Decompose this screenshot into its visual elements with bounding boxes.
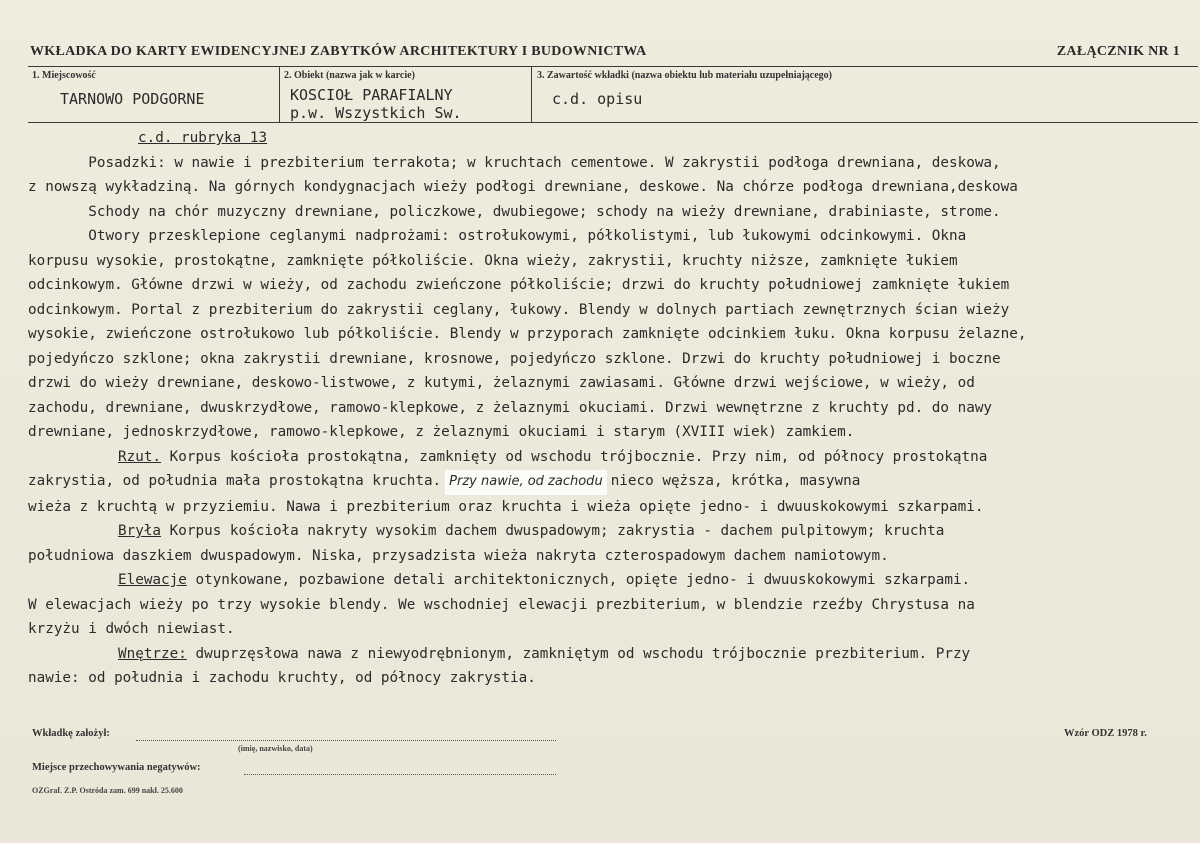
section-label-rzut: Rzut.: [118, 448, 162, 465]
text-line: krzyżu i dwóch niewiast.: [28, 621, 235, 637]
made-by-label: Wkładkę założył:: [32, 728, 110, 739]
text-line: pojedyńczo szklone; okna zakrystii drewniane, krosnowe, pojedyńczo szklone. Drzwi do kruchty południowej i boczne: [28, 350, 1001, 367]
annex-number: ZAŁĄCZNIK NR 1: [1056, 44, 1180, 59]
header-rule: [28, 66, 1198, 67]
storage-line: [244, 774, 556, 775]
storage-label: Miejsce przechowywania negatywów:: [32, 762, 201, 773]
print-info: OZGraf. Z.P. Ostróda zam. 699 nakł. 25.600: [32, 786, 183, 795]
text-line: Otwory przesklepione ceglanymi nadprożami: ostrołukowymi, półkolistymi, lub łukowymi odcinkowymi. Okna: [28, 228, 967, 244]
text-line: W elewacjach wieży po trzy wysokie blendy. We wschodniej elewacji prezbiterium, w blendzie rzeźby Chrystusa na: [28, 596, 975, 613]
card-title: WKŁADKA DO KARTY EWIDENCYJNEJ ZABYTKÓW ARCHITEKTURY I BUDOWNICTWA: [30, 44, 647, 59]
handwritten-insert: Przy nawie, od zachodu: [445, 470, 607, 495]
made-by-hint: (imię, nazwisko, data): [238, 744, 313, 753]
text-line: odcinkowym. Główne drzwi w wieży, od zachodu zwieńczone półkoliście; drzwi do kruchty południowej zamknięte łukiem: [28, 277, 1010, 293]
section-label-elewacje: Elewacje: [118, 572, 187, 588]
locality-value: TARNOWO PODGORNE: [60, 90, 205, 108]
text-line: Schody na chór muzyczny drewniane, policzkowe, dwubiegowe; schody na wieży drewniane, drabiniaste, strome.: [28, 203, 1001, 220]
continuation-heading: c.d. rubryka 13: [138, 130, 268, 146]
text-line: drewniane, jednoskrzydłowe, ramowo-klepkowe, z żelaznymi okuciami i starym (XVIII wiek) zamkiem.: [28, 424, 855, 440]
text-line: południowa daszkiem dwuspadowym. Niska, przysadzista wieża nakryta czterospadowym dachem namiotowym.: [28, 547, 889, 564]
text-line: Bryła Korpus kościoła nakryty wysokim dachem dwuspadowym; zakrystia - dachem pulpitowym; kruchta: [118, 523, 945, 539]
content-label: 3. Zawartość wkładki (nazwa obiektu lub materiału uzupełniającego): [537, 70, 833, 81]
content-value: c.d. opisu: [552, 90, 643, 108]
card-header: [30, 44, 1180, 64]
section-label-wnetrze: Wnętrze:: [118, 645, 187, 662]
field-divider-1: [279, 66, 280, 122]
object-value-line1: KOSCIOŁ PARAFIALNY: [290, 86, 453, 104]
text-line: Posadzki: w nawie i prezbiterium terrakota; w kruchtach cementowe. W zakrystii podłoga drewniana, deskowa,: [28, 154, 1001, 171]
locality-label: 1. Miejscowość: [32, 70, 96, 81]
text-line: Wnętrze: dwuprzęsłowa nawa z niewyodrębnionym, zamkniętym od wschodu trójbocznie prezbiterium. Przy: [118, 645, 971, 662]
description-text: [28, 126, 1188, 691]
object-label: 2. Obiekt (nazwa jak w karcie): [284, 70, 415, 81]
field-divider-2: [531, 66, 532, 122]
fields-rule: [28, 122, 1198, 123]
text-line: zachodu, drewniane, dwuskrzydłowe, ramowo-klepkowe, z żelaznymi okuciami. Drzwi wewnętrzne z kruchty pd. do nawy: [28, 399, 993, 416]
made-by-line: [136, 740, 556, 741]
text-line: Rzut. Korpus kościoła prostokątna, zamknięty od wschodu trójbocznie. Przy nim, od północy prostokątna: [118, 448, 988, 465]
text-line: zakrystia, od południa mała prostokątna kruchta. Przy nawie, od zachodu nieco węższa, krótka, masywna: [28, 469, 1188, 495]
text-line: drzwi do wieży drewniane, deskowo-listwowe, z kutymi, żelaznymi zawiasami. Główne drzwi wejściowe, w wieży, od: [28, 375, 975, 391]
form-model: Wzór ODZ 1978 r.: [1064, 728, 1147, 739]
text-line: z nowszą wykładziną. Na górnych kondygnacjach wieży podłogi drewniane, deskowe. Na chórze podłoga drewniana,deskowa: [28, 179, 1018, 195]
text-line: wieża z kruchtą w przyziemiu. Nawa i prezbiterium oraz kruchta i wieża opięte jedno- i dwuuskokowymi szkarpami.: [28, 498, 984, 515]
object-value-line2: p.w. Wszystkich Sw.: [290, 104, 462, 122]
text-line: odcinkowym. Portal z prezbiterium do zakrystii ceglany, łukowy. Blendy w dolnych partiach zewnętrznych ścian wieży: [28, 301, 1010, 318]
text-line: nawie: od południa i zachodu kruchty, od północy zakrystia.: [28, 670, 536, 686]
text-line: korpusu wysokie, prostokątne, zamknięte półkoliście. Okna wieży, zakrystii, kruchty niższe, zamknięte łukiem: [28, 252, 958, 269]
section-label-bryla: Bryła: [118, 523, 162, 539]
text-line: wysokie, zwieńczone ostrołukowo lub półkoliście. Blendy w przyporach zamknięte odcinkiem łuku. Okna korpusu żelazne,: [28, 326, 1027, 342]
text-line: Elewacje otynkowane, pozbawione detali architektonicznych, opięte jedno- i dwuuskokowymi szkarpami.: [118, 572, 971, 588]
